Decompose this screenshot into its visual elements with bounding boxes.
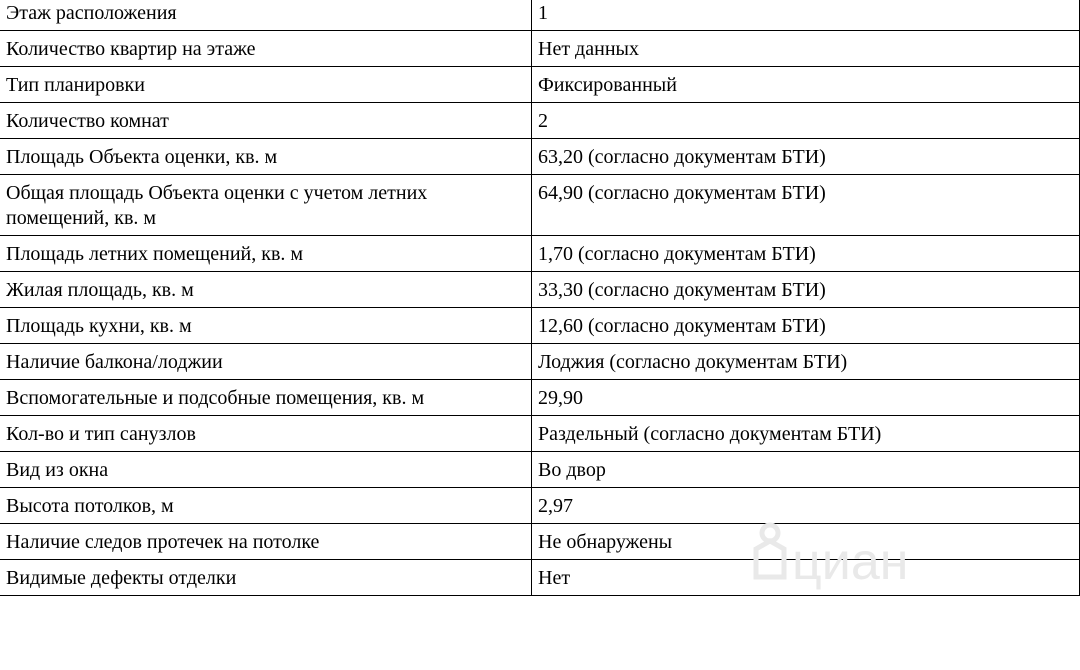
row-value: Нет данных <box>532 31 1080 67</box>
row-value: Раздельный (согласно документам БТИ) <box>532 416 1080 452</box>
row-label: Наличие балкона/лоджии <box>0 344 532 380</box>
row-label: Вспомогательные и подсобные помещения, кв. м <box>0 380 532 416</box>
row-value: 64,90 (согласно документам БТИ) <box>532 175 1080 236</box>
row-label: Наличие следов протечек на потолке <box>0 524 532 560</box>
row-label: Тип планировки <box>0 67 532 103</box>
row-value: Не обнаружены <box>532 524 1080 560</box>
row-value: 12,60 (согласно документам БТИ) <box>532 308 1080 344</box>
table-row <box>0 139 1080 175</box>
row-label: Видимые дефекты отделки <box>0 560 532 596</box>
row-value: Во двор <box>532 452 1080 488</box>
table-row <box>0 0 1080 31</box>
row-label: Площадь Объекта оценки, кв. м <box>0 139 532 175</box>
row-value: 2 <box>532 103 1080 139</box>
table-row <box>0 175 1080 236</box>
table-row <box>0 67 1080 103</box>
row-value: Нет <box>532 560 1080 596</box>
table-row <box>0 236 1080 272</box>
row-label: Площадь кухни, кв. м <box>0 308 532 344</box>
row-label: Этаж расположения <box>0 0 532 31</box>
table-row <box>0 560 1080 596</box>
row-label: Высота потолков, м <box>0 488 532 524</box>
row-value: 29,90 <box>532 380 1080 416</box>
row-label: Кол-во и тип санузлов <box>0 416 532 452</box>
table-row <box>0 488 1080 524</box>
row-label: Жилая площадь, кв. м <box>0 272 532 308</box>
table-row <box>0 308 1080 344</box>
row-label: Площадь летних помещений, кв. м <box>0 236 532 272</box>
table-row <box>0 31 1080 67</box>
table-row <box>0 524 1080 560</box>
row-value: 33,30 (согласно документам БТИ) <box>532 272 1080 308</box>
table-row <box>0 452 1080 488</box>
row-label: Вид из окна <box>0 452 532 488</box>
row-value: 1,70 (согласно документам БТИ) <box>532 236 1080 272</box>
row-value: 63,20 (согласно документам БТИ) <box>532 139 1080 175</box>
row-value: Лоджия (согласно документам БТИ) <box>532 344 1080 380</box>
table-row <box>0 272 1080 308</box>
table-row <box>0 416 1080 452</box>
row-value: 1 <box>532 0 1080 31</box>
row-value: 2,97 <box>532 488 1080 524</box>
watermark-text: циан <box>792 533 909 591</box>
table-row <box>0 344 1080 380</box>
row-value: Фиксированный <box>532 67 1080 103</box>
table-row <box>0 380 1080 416</box>
row-label: Общая площадь Объекта оценки с учетом летних помещений, кв. м <box>0 175 532 236</box>
row-label: Количество квартир на этаже <box>0 31 532 67</box>
table-row <box>0 103 1080 139</box>
row-label: Количество комнат <box>0 103 532 139</box>
